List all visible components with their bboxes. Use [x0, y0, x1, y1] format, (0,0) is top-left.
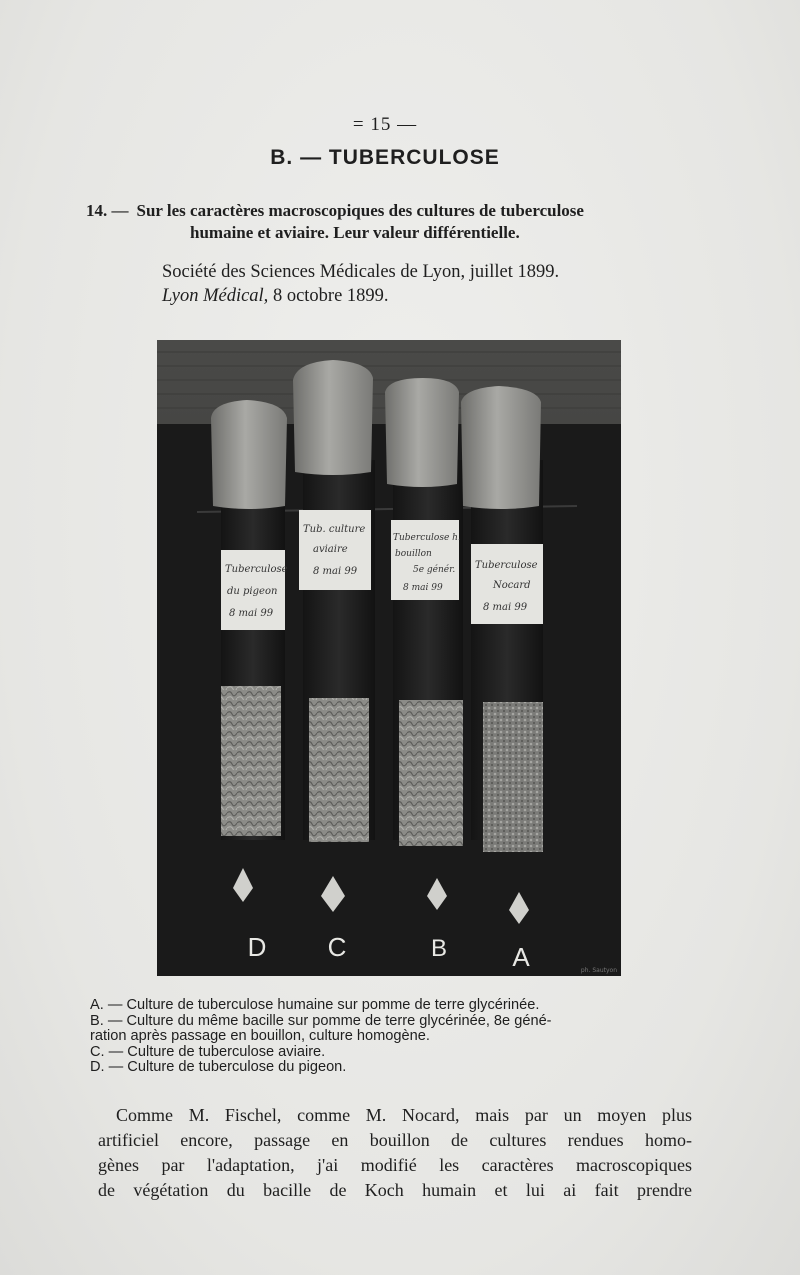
figure-captions — [90, 998, 710, 1076]
caption-a: A. — Culture de tuberculose humaine sur pomme de terre glycérinée. — [90, 997, 540, 1013]
caption-c: C. — Culture de tuberculose aviaire. — [90, 1043, 326, 1060]
source-date: 8 octobre 1899. — [272, 286, 389, 306]
tube-b-culture — [399, 700, 463, 846]
article-number: 14. — — [86, 201, 129, 220]
tube-c-label-line-3: 8 mai 99 — [313, 566, 358, 577]
tube-a-label-line-3: 8 mai 99 — [483, 602, 528, 613]
tube-c-culture — [309, 698, 369, 842]
tube-b-label-line-2: bouillon — [395, 549, 432, 559]
tube-c-label-line-1: Tub. culture — [303, 524, 366, 535]
caption-b-line-2: ration après passage en bouillon, culture homogène. — [90, 1028, 430, 1044]
tube-d-letter: D — [247, 932, 267, 962]
tube-b-letter: B — [430, 935, 448, 962]
tube-a-label-line-2: Nocard — [493, 580, 531, 591]
source-journal-line — [162, 284, 702, 308]
tube-a-cotton-plug — [461, 386, 541, 509]
caption-d: D. — Culture de tuberculose du pigeon. — [90, 1059, 347, 1075]
tube-c-letter: C — [327, 932, 347, 962]
photographer-mark: ph. Sautyon — [580, 967, 617, 974]
tube-b-label-line-1: Tuberculose h. — [393, 533, 461, 543]
article-title — [86, 200, 706, 244]
tube-d-label-line-2: du pigeon — [227, 586, 278, 597]
section-title: B. — TUBERCULOSE — [270, 146, 500, 169]
source-society: Société des Sciences Médicales de Lyon, juillet 1899. — [162, 262, 560, 282]
article-source — [162, 260, 702, 308]
tube-c-label-line-2: aviaire — [313, 544, 348, 555]
tube-a-culture — [483, 702, 543, 852]
article-title-line-1 — [86, 200, 706, 222]
culture-tubes-photograph — [157, 340, 621, 976]
tube-a-letter: A — [512, 942, 530, 972]
tube-d-culture — [221, 686, 281, 836]
body-line: artificiel encore, passage en bouillon de cultures rendues homo- — [98, 1130, 692, 1150]
tube-b-label-line-4: 8 mai 99 — [403, 583, 443, 593]
source-journal: Lyon Médical, — [162, 286, 269, 306]
body-line: Comme M. Fischel, comme M. Nocard, mais par un moyen plus — [116, 1105, 692, 1125]
caption-b-line-1: B. — Culture du même bacille sur pomme de terre glycérinée, 8e géné- — [90, 1012, 552, 1029]
body-line: gènes par l'adaptation, j'ai modifié les caractères macroscopiques — [98, 1155, 692, 1175]
tube-b-label-line-3: 5e génér. — [413, 565, 456, 575]
tube-a-label-line-1: Tuberculose — [475, 560, 538, 571]
tube-b-cotton-plug — [385, 378, 459, 487]
page-number: = 15 — — [352, 114, 418, 135]
tube-d-label-line-3: 8 mai 99 — [229, 608, 274, 619]
caption-b — [90, 1014, 710, 1045]
article-title-text-1: Sur les caractères macroscopiques des cultures de tuberculose — [136, 201, 584, 220]
tube-d-cotton-plug — [211, 400, 287, 509]
body-paragraph — [98, 1103, 692, 1203]
body-line: de végétation du bacille de Koch humain et lui ai fait prendre — [98, 1180, 692, 1200]
article-title-line-2: humaine et aviaire. Leur valeur différentielle. — [190, 223, 520, 242]
tube-c-cotton-plug — [293, 360, 373, 475]
tube-d-label-line-1: Tuberculose — [225, 564, 288, 575]
